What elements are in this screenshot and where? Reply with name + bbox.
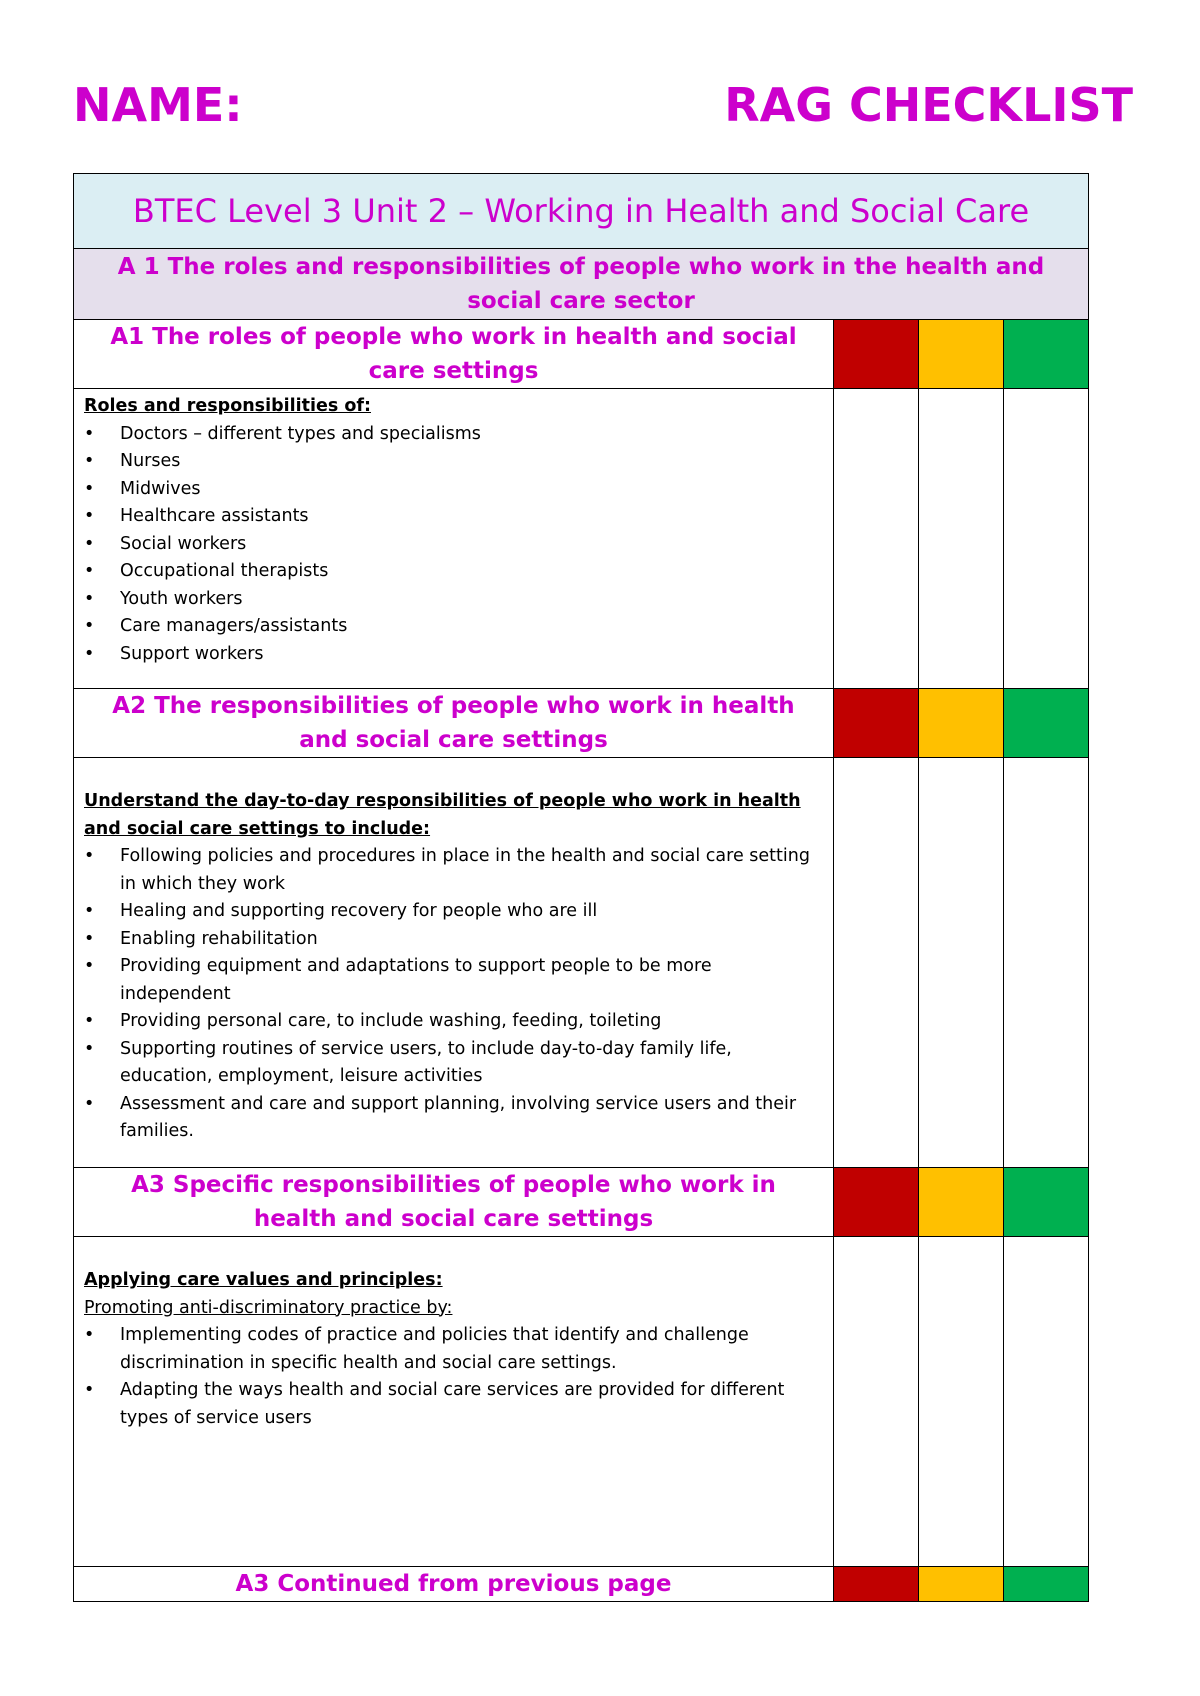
rag-checklist-table (73, 173, 1089, 1602)
rag-amber-check-cell[interactable] (919, 389, 1004, 689)
rag-amber-cell[interactable] (919, 689, 1004, 758)
section-a3-continued-heading: A3 Continued from previous page (74, 1567, 834, 1602)
list-item: • Implementing codes of practice and policies that identify and challenge discrimination in specific health and social care settings. (84, 1322, 823, 1377)
rag-green-check-cell[interactable] (1004, 758, 1089, 1168)
rag-green-cell[interactable] (1004, 320, 1089, 389)
name-label: NAME: (73, 78, 243, 132)
section-a2-header (74, 689, 1089, 758)
rag-checklist-title: RAG CHECKLIST (724, 78, 1133, 132)
section-a2-lead: Understand the day-to-day responsibilities of people who work in health and social care settings to include: (84, 791, 801, 839)
list-item: • Healing and supporting recovery for people who are ill (84, 898, 823, 926)
section-a2-content-row (74, 758, 1089, 1168)
list-item: • Providing equipment and adaptations to support people to be more independent (84, 953, 823, 1008)
section-a3-continued-header (74, 1567, 1089, 1602)
section-a3-list (84, 1322, 823, 1432)
section-a1-lead: Roles and responsibilities of: (84, 396, 371, 416)
rag-red-cell[interactable] (834, 1168, 919, 1237)
rag-green-cell[interactable] (1004, 1168, 1089, 1237)
section-a1-list (84, 421, 823, 669)
section-a1-header (74, 320, 1089, 389)
rag-green-cell[interactable] (1004, 1567, 1089, 1602)
list-item: • Healthcare assistants (84, 503, 823, 531)
section-a3-sublead: Promoting anti-discriminatory practice by: (84, 1297, 453, 1318)
list-item: • Care managers/assistants (84, 613, 823, 641)
rag-amber-check-cell[interactable] (919, 1237, 1004, 1567)
section-a2-content (74, 758, 834, 1168)
table-subtitle-row (74, 249, 1089, 320)
section-a3-heading: A3 Specific responsibilities of people who work in health and social care settings (74, 1168, 834, 1237)
list-item: • Adapting the ways health and social care services are provided for different types of service users (84, 1377, 823, 1432)
rag-amber-cell[interactable] (919, 1567, 1004, 1602)
rag-red-cell[interactable] (834, 689, 919, 758)
rag-red-cell[interactable] (834, 1567, 919, 1602)
rag-green-check-cell[interactable] (1004, 1237, 1089, 1567)
table-title: BTEC Level 3 Unit 2 – Working in Health and Social Care (74, 174, 1089, 249)
list-item: • Providing personal care, to include washing, feeding, toileting (84, 1008, 823, 1036)
list-item: • Nurses (84, 448, 823, 476)
rag-red-cell[interactable] (834, 320, 919, 389)
list-item: • Social workers (84, 531, 823, 559)
list-item: • Support workers (84, 641, 823, 669)
rag-green-check-cell[interactable] (1004, 389, 1089, 689)
section-a2-list (84, 843, 823, 1146)
rag-amber-cell[interactable] (919, 320, 1004, 389)
list-item: • Supporting routines of service users, to include day-to-day family life, education, employment, leisure activities (84, 1036, 823, 1091)
list-item: • Midwives (84, 476, 823, 504)
section-a1-heading: A1 The roles of people who work in health and social care settings (74, 320, 834, 389)
section-a3-lead: Applying care values and principles: (84, 1270, 443, 1290)
list-item: • Doctors – different types and specialisms (84, 421, 823, 449)
list-item: • Occupational therapists (84, 558, 823, 586)
section-a1-content (74, 389, 834, 689)
section-a3-content (74, 1237, 834, 1567)
rag-green-cell[interactable] (1004, 689, 1089, 758)
rag-amber-check-cell[interactable] (919, 758, 1004, 1168)
rag-red-check-cell[interactable] (834, 1237, 919, 1567)
section-a1-content-row (74, 389, 1089, 689)
table-title-row (74, 174, 1089, 249)
rag-red-check-cell[interactable] (834, 389, 919, 689)
section-a2-heading: A2 The responsibilities of people who work in health and social care settings (74, 689, 834, 758)
list-item: • Enabling rehabilitation (84, 926, 823, 954)
rag-amber-cell[interactable] (919, 1168, 1004, 1237)
section-a3-header (74, 1168, 1089, 1237)
page-header (73, 78, 1133, 148)
list-item: • Assessment and care and support planning, involving service users and their families. (84, 1091, 823, 1146)
list-item: • Youth workers (84, 586, 823, 614)
section-a3-content-row (74, 1237, 1089, 1567)
table-subtitle: A 1 The roles and responsibilities of people who work in the health and social care sector (74, 249, 1089, 320)
rag-red-check-cell[interactable] (834, 758, 919, 1168)
list-item: • Following policies and procedures in place in the health and social care setting in which they work (84, 843, 823, 898)
